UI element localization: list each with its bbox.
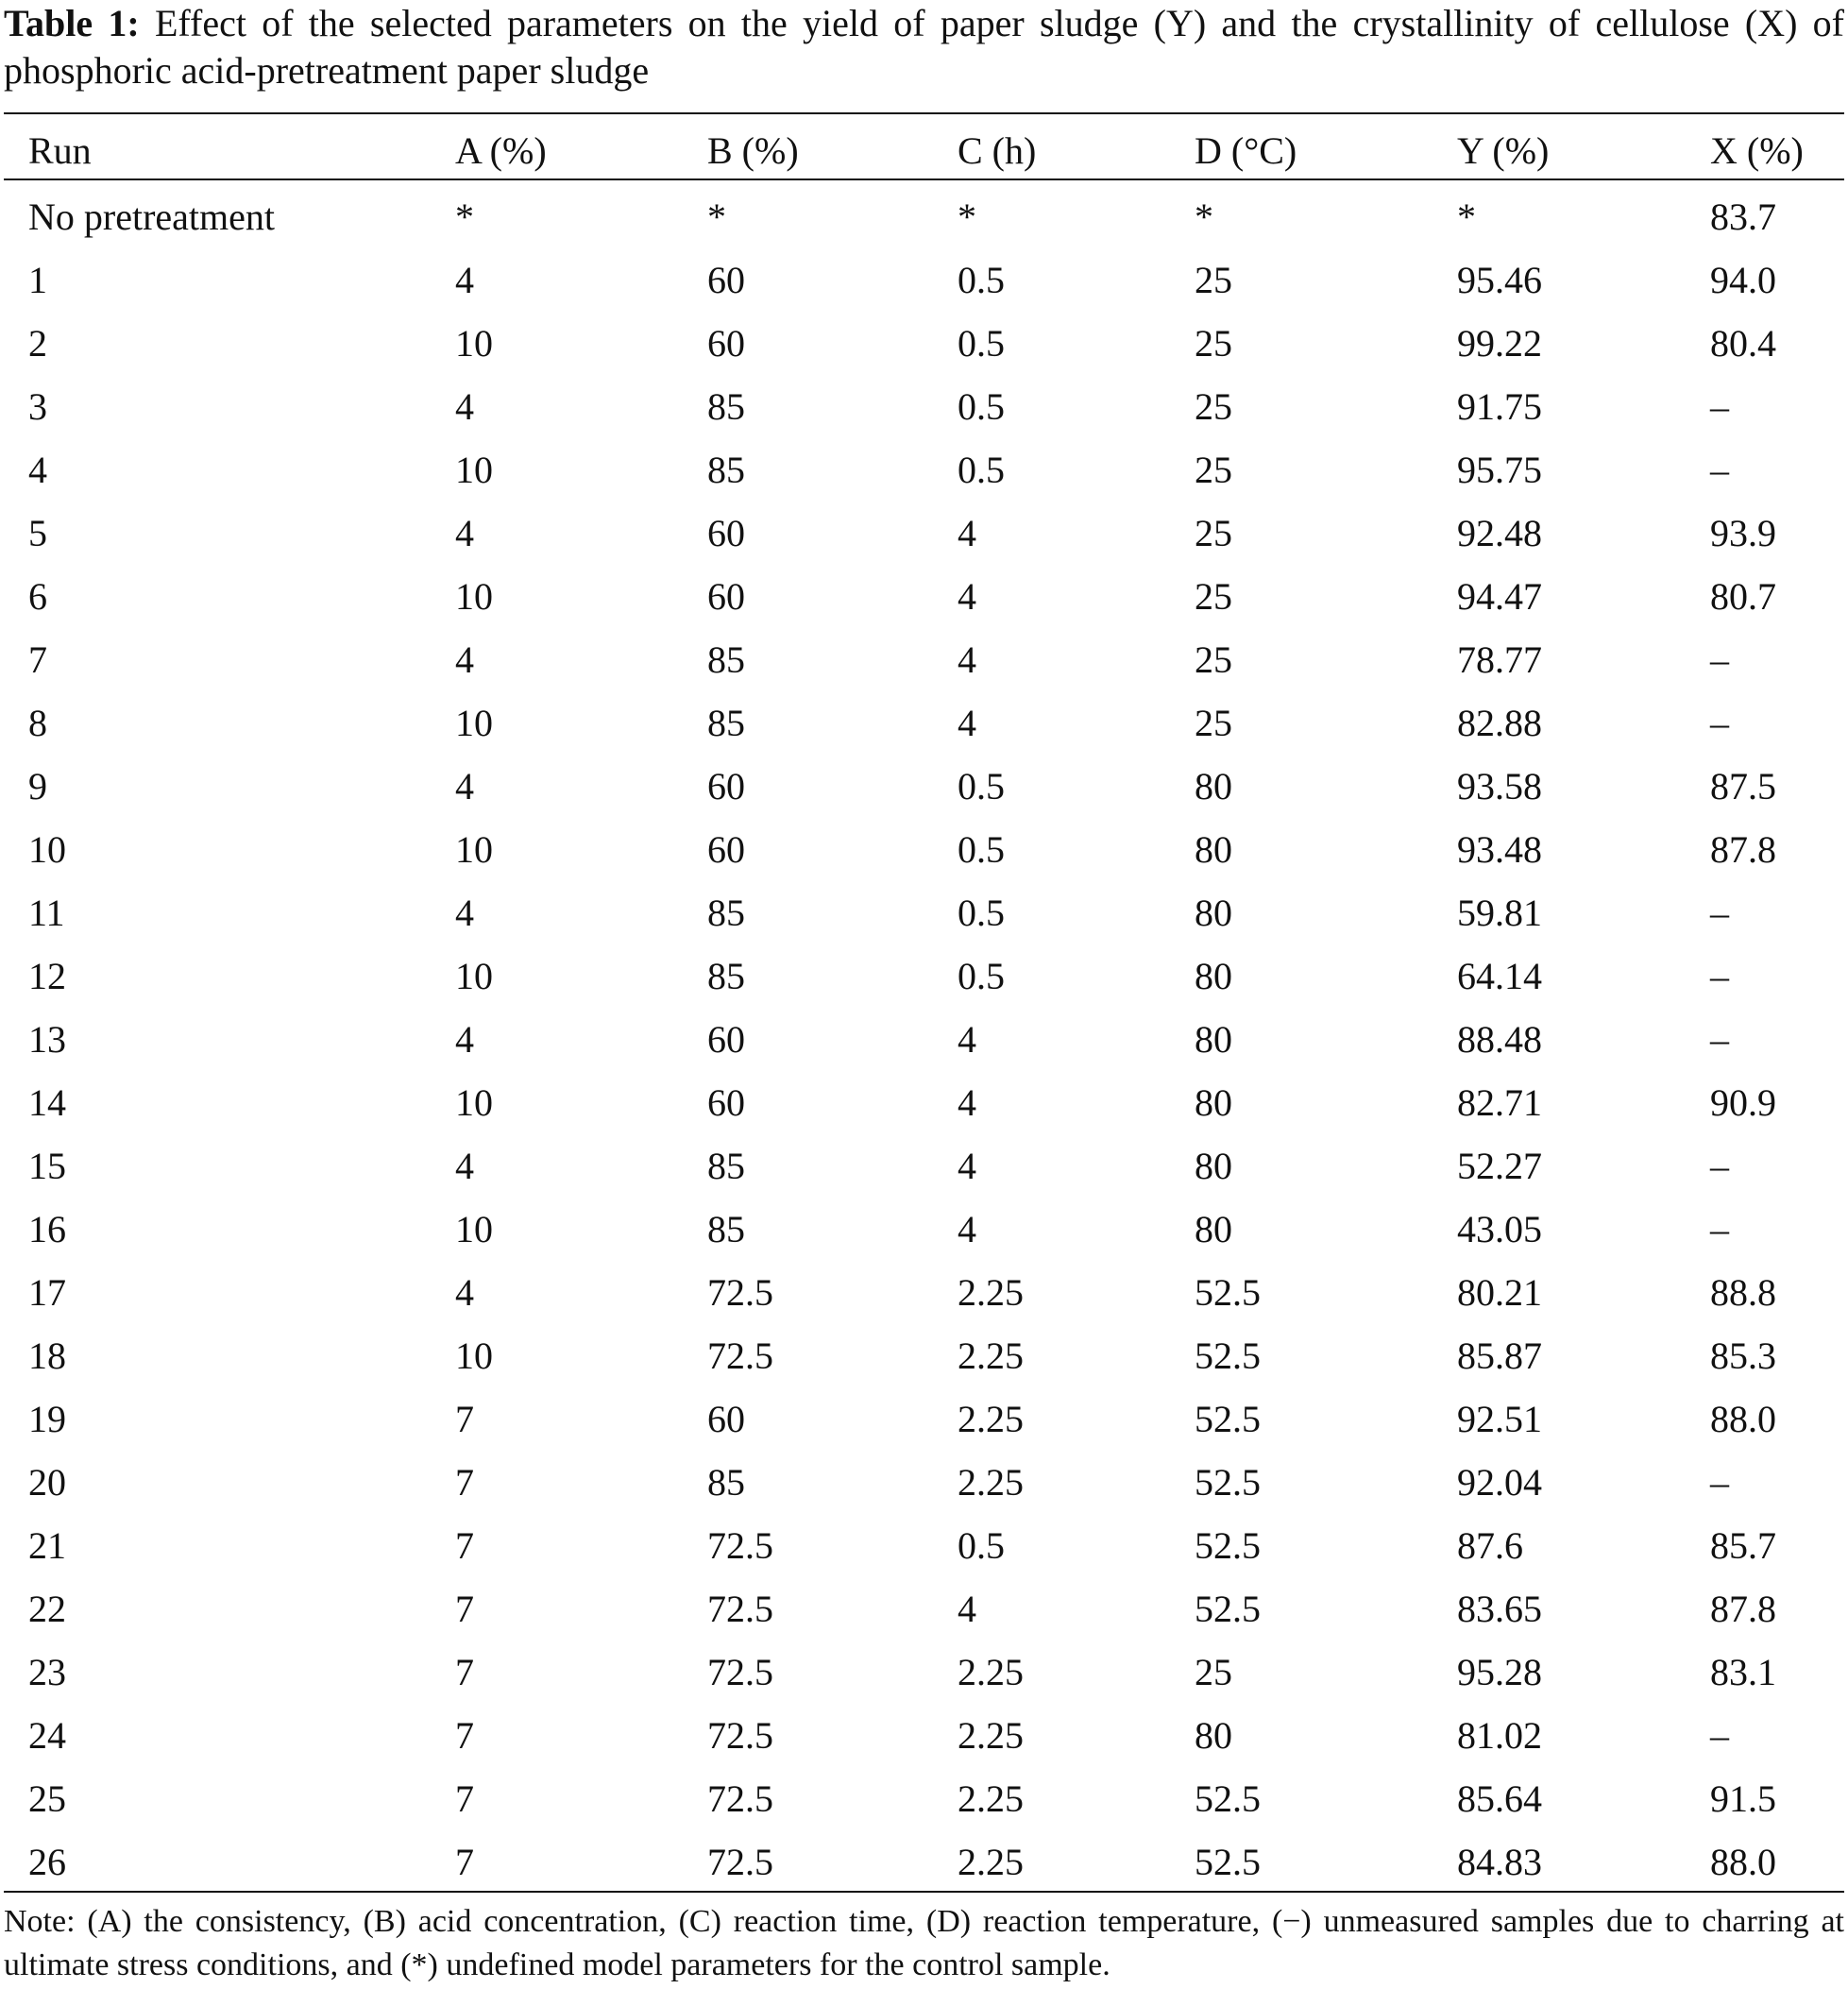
table-row bbox=[0, 312, 1848, 375]
cell-a: 7 bbox=[455, 1841, 474, 1883]
cell-c: 4 bbox=[958, 638, 976, 681]
cell-d: 25 bbox=[1195, 322, 1232, 365]
cell-x: 88.0 bbox=[1710, 1841, 1776, 1883]
table-bottom-rule bbox=[4, 1891, 1844, 1893]
cell-c: * bbox=[958, 196, 976, 238]
header-y: Y (%) bbox=[1457, 129, 1550, 172]
cell-y: 84.83 bbox=[1457, 1841, 1542, 1883]
table-row bbox=[0, 1008, 1848, 1071]
cell-x: – bbox=[1710, 1714, 1729, 1757]
cell-run: 5 bbox=[28, 512, 47, 554]
cell-a: 7 bbox=[455, 1461, 474, 1504]
cell-b: * bbox=[707, 196, 726, 238]
cell-b: 85 bbox=[707, 1461, 745, 1504]
cell-c: 4 bbox=[958, 1208, 976, 1250]
cell-a: 10 bbox=[455, 1081, 493, 1124]
table-header-row bbox=[0, 122, 1848, 180]
cell-c: 0.5 bbox=[958, 322, 1005, 365]
cell-a: 10 bbox=[455, 955, 493, 997]
table-row bbox=[0, 818, 1848, 881]
cell-c: 4 bbox=[958, 1145, 976, 1187]
cell-c: 4 bbox=[958, 1018, 976, 1061]
cell-a: 4 bbox=[455, 1271, 474, 1314]
table-row bbox=[0, 691, 1848, 755]
cell-a: 4 bbox=[455, 638, 474, 681]
cell-d: 25 bbox=[1195, 702, 1232, 744]
table-row bbox=[0, 1704, 1848, 1767]
cell-run: 26 bbox=[28, 1841, 66, 1883]
cell-run: 15 bbox=[28, 1145, 66, 1187]
cell-c: 2.25 bbox=[958, 1714, 1024, 1757]
cell-d: 25 bbox=[1195, 385, 1232, 428]
cell-y: * bbox=[1457, 196, 1476, 238]
cell-x: – bbox=[1710, 1208, 1729, 1250]
cell-x: 83.1 bbox=[1710, 1651, 1776, 1693]
table-row bbox=[0, 1577, 1848, 1640]
cell-c: 0.5 bbox=[958, 892, 1005, 934]
cell-b: 72.5 bbox=[707, 1714, 773, 1757]
cell-y: 92.04 bbox=[1457, 1461, 1542, 1504]
cell-a: 10 bbox=[455, 1334, 493, 1377]
header-a: A (%) bbox=[455, 129, 547, 172]
cell-run: 1 bbox=[28, 259, 47, 301]
cell-x: – bbox=[1710, 1018, 1729, 1061]
cell-c: 0.5 bbox=[958, 259, 1005, 301]
caption-label: Table 1: bbox=[4, 2, 140, 44]
cell-x: 87.8 bbox=[1710, 1588, 1776, 1630]
cell-a: 10 bbox=[455, 1208, 493, 1250]
header-d: D (°C) bbox=[1195, 129, 1297, 172]
cell-d: 52.5 bbox=[1195, 1461, 1261, 1504]
cell-a: 4 bbox=[455, 765, 474, 808]
cell-y: 95.75 bbox=[1457, 449, 1542, 491]
cell-y: 87.6 bbox=[1457, 1524, 1523, 1567]
cell-d: * bbox=[1195, 196, 1213, 238]
cell-run: 9 bbox=[28, 765, 47, 808]
cell-b: 60 bbox=[707, 1018, 745, 1061]
cell-run: 2 bbox=[28, 322, 47, 365]
cell-y: 59.81 bbox=[1457, 892, 1542, 934]
cell-x: – bbox=[1710, 449, 1729, 491]
cell-b: 85 bbox=[707, 638, 745, 681]
cell-d: 25 bbox=[1195, 449, 1232, 491]
cell-run: 3 bbox=[28, 385, 47, 428]
cell-b: 72.5 bbox=[707, 1334, 773, 1377]
cell-a: 4 bbox=[455, 892, 474, 934]
cell-a: 7 bbox=[455, 1398, 474, 1440]
cell-y: 81.02 bbox=[1457, 1714, 1542, 1757]
table-row bbox=[0, 1261, 1848, 1324]
header-b: B (%) bbox=[707, 129, 799, 172]
cell-b: 85 bbox=[707, 385, 745, 428]
cell-run: 22 bbox=[28, 1588, 66, 1630]
cell-b: 60 bbox=[707, 259, 745, 301]
table-row bbox=[0, 438, 1848, 502]
cell-d: 25 bbox=[1195, 575, 1232, 618]
table-row bbox=[0, 565, 1848, 628]
cell-run: 13 bbox=[28, 1018, 66, 1061]
cell-run: 6 bbox=[28, 575, 47, 618]
cell-y: 92.48 bbox=[1457, 512, 1542, 554]
cell-b: 85 bbox=[707, 449, 745, 491]
cell-x: – bbox=[1710, 1461, 1729, 1504]
cell-x: 87.8 bbox=[1710, 828, 1776, 871]
cell-d: 80 bbox=[1195, 892, 1232, 934]
cell-y: 95.46 bbox=[1457, 259, 1542, 301]
cell-d: 80 bbox=[1195, 1145, 1232, 1187]
cell-run: 8 bbox=[28, 702, 47, 744]
cell-y: 52.27 bbox=[1457, 1145, 1542, 1187]
table-row bbox=[0, 1324, 1848, 1387]
header-run: Run bbox=[28, 129, 92, 172]
table-row bbox=[0, 1071, 1848, 1134]
table-header-rule bbox=[4, 178, 1844, 180]
cell-b: 60 bbox=[707, 322, 745, 365]
table-row bbox=[0, 1451, 1848, 1514]
cell-a: 7 bbox=[455, 1714, 474, 1757]
cell-y: 85.64 bbox=[1457, 1777, 1542, 1820]
cell-x: 88.8 bbox=[1710, 1271, 1776, 1314]
cell-d: 25 bbox=[1195, 638, 1232, 681]
cell-y: 99.22 bbox=[1457, 322, 1542, 365]
cell-run: 21 bbox=[28, 1524, 66, 1567]
cell-y: 80.21 bbox=[1457, 1271, 1542, 1314]
cell-d: 80 bbox=[1195, 1018, 1232, 1061]
cell-run: No pretreatment bbox=[28, 196, 275, 238]
cell-y: 64.14 bbox=[1457, 955, 1542, 997]
cell-c: 2.25 bbox=[958, 1651, 1024, 1693]
cell-x: – bbox=[1710, 702, 1729, 744]
cell-x: 93.9 bbox=[1710, 512, 1776, 554]
table-row bbox=[0, 185, 1848, 248]
cell-x: 90.9 bbox=[1710, 1081, 1776, 1124]
cell-y: 82.71 bbox=[1457, 1081, 1542, 1124]
cell-d: 52.5 bbox=[1195, 1398, 1261, 1440]
table-note: Note: (A) the consistency, (B) acid concentration, (C) reaction time, (D) reaction temperature, (−) unmeasured samples due to charring at ultimate stress conditions, and (*) undefined model parameters for the control sample. bbox=[4, 1904, 1844, 1982]
cell-c: 2.25 bbox=[958, 1841, 1024, 1883]
cell-a: 10 bbox=[455, 702, 493, 744]
cell-b: 60 bbox=[707, 575, 745, 618]
cell-run: 24 bbox=[28, 1714, 66, 1757]
table-row bbox=[0, 944, 1848, 1008]
cell-y: 92.51 bbox=[1457, 1398, 1542, 1440]
cell-d: 80 bbox=[1195, 955, 1232, 997]
cell-y: 83.65 bbox=[1457, 1588, 1542, 1630]
cell-a: 4 bbox=[455, 385, 474, 428]
cell-b: 72.5 bbox=[707, 1588, 773, 1630]
table-row bbox=[0, 1830, 1848, 1894]
cell-y: 88.48 bbox=[1457, 1018, 1542, 1061]
cell-a: 7 bbox=[455, 1588, 474, 1630]
cell-c: 4 bbox=[958, 575, 976, 618]
cell-c: 0.5 bbox=[958, 765, 1005, 808]
cell-c: 2.25 bbox=[958, 1334, 1024, 1377]
cell-d: 80 bbox=[1195, 765, 1232, 808]
cell-run: 4 bbox=[28, 449, 47, 491]
cell-run: 17 bbox=[28, 1271, 66, 1314]
cell-d: 25 bbox=[1195, 259, 1232, 301]
cell-c: 4 bbox=[958, 512, 976, 554]
cell-b: 85 bbox=[707, 1145, 745, 1187]
table-row bbox=[0, 1767, 1848, 1830]
cell-c: 2.25 bbox=[958, 1398, 1024, 1440]
cell-d: 52.5 bbox=[1195, 1524, 1261, 1567]
cell-x: – bbox=[1710, 955, 1729, 997]
cell-run: 14 bbox=[28, 1081, 66, 1124]
cell-y: 95.28 bbox=[1457, 1651, 1542, 1693]
cell-d: 52.5 bbox=[1195, 1334, 1261, 1377]
cell-a: 4 bbox=[455, 1018, 474, 1061]
cell-run: 23 bbox=[28, 1651, 66, 1693]
cell-a: * bbox=[455, 196, 474, 238]
cell-run: 10 bbox=[28, 828, 66, 871]
table-caption bbox=[4, 0, 1844, 94]
cell-d: 52.5 bbox=[1195, 1841, 1261, 1883]
cell-x: – bbox=[1710, 1145, 1729, 1187]
cell-b: 60 bbox=[707, 1081, 745, 1124]
cell-run: 18 bbox=[28, 1334, 66, 1377]
cell-d: 80 bbox=[1195, 1081, 1232, 1124]
cell-x: 88.0 bbox=[1710, 1398, 1776, 1440]
cell-y: 78.77 bbox=[1457, 638, 1542, 681]
cell-c: 2.25 bbox=[958, 1461, 1024, 1504]
cell-d: 25 bbox=[1195, 1651, 1232, 1693]
cell-c: 0.5 bbox=[958, 449, 1005, 491]
cell-a: 7 bbox=[455, 1524, 474, 1567]
cell-x: 91.5 bbox=[1710, 1777, 1776, 1820]
cell-a: 4 bbox=[455, 259, 474, 301]
table-row bbox=[0, 755, 1848, 818]
cell-d: 80 bbox=[1195, 1208, 1232, 1250]
cell-x: 80.7 bbox=[1710, 575, 1776, 618]
cell-b: 85 bbox=[707, 702, 745, 744]
cell-a: 10 bbox=[455, 322, 493, 365]
cell-x: – bbox=[1710, 385, 1729, 428]
cell-b: 85 bbox=[707, 955, 745, 997]
cell-b: 60 bbox=[707, 765, 745, 808]
header-x: X (%) bbox=[1710, 129, 1804, 172]
table-body bbox=[0, 185, 1848, 1894]
cell-x: 94.0 bbox=[1710, 259, 1776, 301]
cell-x: – bbox=[1710, 892, 1729, 934]
cell-x: 80.4 bbox=[1710, 322, 1776, 365]
cell-y: 82.88 bbox=[1457, 702, 1542, 744]
cell-b: 60 bbox=[707, 512, 745, 554]
table-row bbox=[0, 881, 1848, 944]
cell-x: 85.3 bbox=[1710, 1334, 1776, 1377]
table-row bbox=[0, 1387, 1848, 1451]
cell-c: 2.25 bbox=[958, 1777, 1024, 1820]
table-row bbox=[0, 1640, 1848, 1704]
cell-b: 60 bbox=[707, 1398, 745, 1440]
cell-b: 72.5 bbox=[707, 1524, 773, 1567]
cell-run: 12 bbox=[28, 955, 66, 997]
cell-c: 0.5 bbox=[958, 955, 1005, 997]
cell-c: 0.5 bbox=[958, 385, 1005, 428]
cell-a: 7 bbox=[455, 1651, 474, 1693]
cell-b: 72.5 bbox=[707, 1841, 773, 1883]
table-row bbox=[0, 502, 1848, 565]
cell-y: 43.05 bbox=[1457, 1208, 1542, 1250]
caption-text: Effect of the selected parameters on the yield of paper sludge (Y) and the crystallinity of cellulose (X) of phosphoric acid-pretreatment paper sludge bbox=[4, 2, 1845, 92]
cell-run: 11 bbox=[28, 892, 65, 934]
cell-a: 4 bbox=[455, 1145, 474, 1187]
cell-d: 80 bbox=[1195, 828, 1232, 871]
cell-run: 7 bbox=[28, 638, 47, 681]
cell-d: 52.5 bbox=[1195, 1271, 1261, 1314]
cell-y: 93.48 bbox=[1457, 828, 1542, 871]
cell-b: 85 bbox=[707, 1208, 745, 1250]
cell-b: 72.5 bbox=[707, 1271, 773, 1314]
cell-a: 4 bbox=[455, 512, 474, 554]
cell-x: 85.7 bbox=[1710, 1524, 1776, 1567]
header-c: C (h) bbox=[958, 129, 1037, 172]
cell-b: 60 bbox=[707, 828, 745, 871]
table-row bbox=[0, 248, 1848, 312]
cell-run: 20 bbox=[28, 1461, 66, 1504]
cell-c: 2.25 bbox=[958, 1271, 1024, 1314]
cell-y: 94.47 bbox=[1457, 575, 1542, 618]
cell-y: 85.87 bbox=[1457, 1334, 1542, 1377]
table-top-rule bbox=[4, 112, 1844, 114]
cell-run: 19 bbox=[28, 1398, 66, 1440]
cell-c: 4 bbox=[958, 1081, 976, 1124]
table-row bbox=[0, 1134, 1848, 1198]
cell-b: 85 bbox=[707, 892, 745, 934]
cell-run: 25 bbox=[28, 1777, 66, 1820]
table-row bbox=[0, 628, 1848, 691]
cell-a: 7 bbox=[455, 1777, 474, 1820]
cell-b: 72.5 bbox=[707, 1777, 773, 1820]
cell-a: 10 bbox=[455, 449, 493, 491]
cell-d: 25 bbox=[1195, 512, 1232, 554]
cell-d: 52.5 bbox=[1195, 1777, 1261, 1820]
cell-y: 91.75 bbox=[1457, 385, 1542, 428]
cell-d: 52.5 bbox=[1195, 1588, 1261, 1630]
cell-c: 0.5 bbox=[958, 828, 1005, 871]
cell-b: 72.5 bbox=[707, 1651, 773, 1693]
table-row bbox=[0, 1198, 1848, 1261]
cell-run: 16 bbox=[28, 1208, 66, 1250]
cell-y: 93.58 bbox=[1457, 765, 1542, 808]
cell-x: 83.7 bbox=[1710, 196, 1776, 238]
table-row bbox=[0, 1514, 1848, 1577]
cell-x: 87.5 bbox=[1710, 765, 1776, 808]
cell-d: 80 bbox=[1195, 1714, 1232, 1757]
cell-c: 0.5 bbox=[958, 1524, 1005, 1567]
cell-x: – bbox=[1710, 638, 1729, 681]
cell-c: 4 bbox=[958, 702, 976, 744]
table-row bbox=[0, 375, 1848, 438]
cell-c: 4 bbox=[958, 1588, 976, 1630]
cell-a: 10 bbox=[455, 575, 493, 618]
cell-a: 10 bbox=[455, 828, 493, 871]
